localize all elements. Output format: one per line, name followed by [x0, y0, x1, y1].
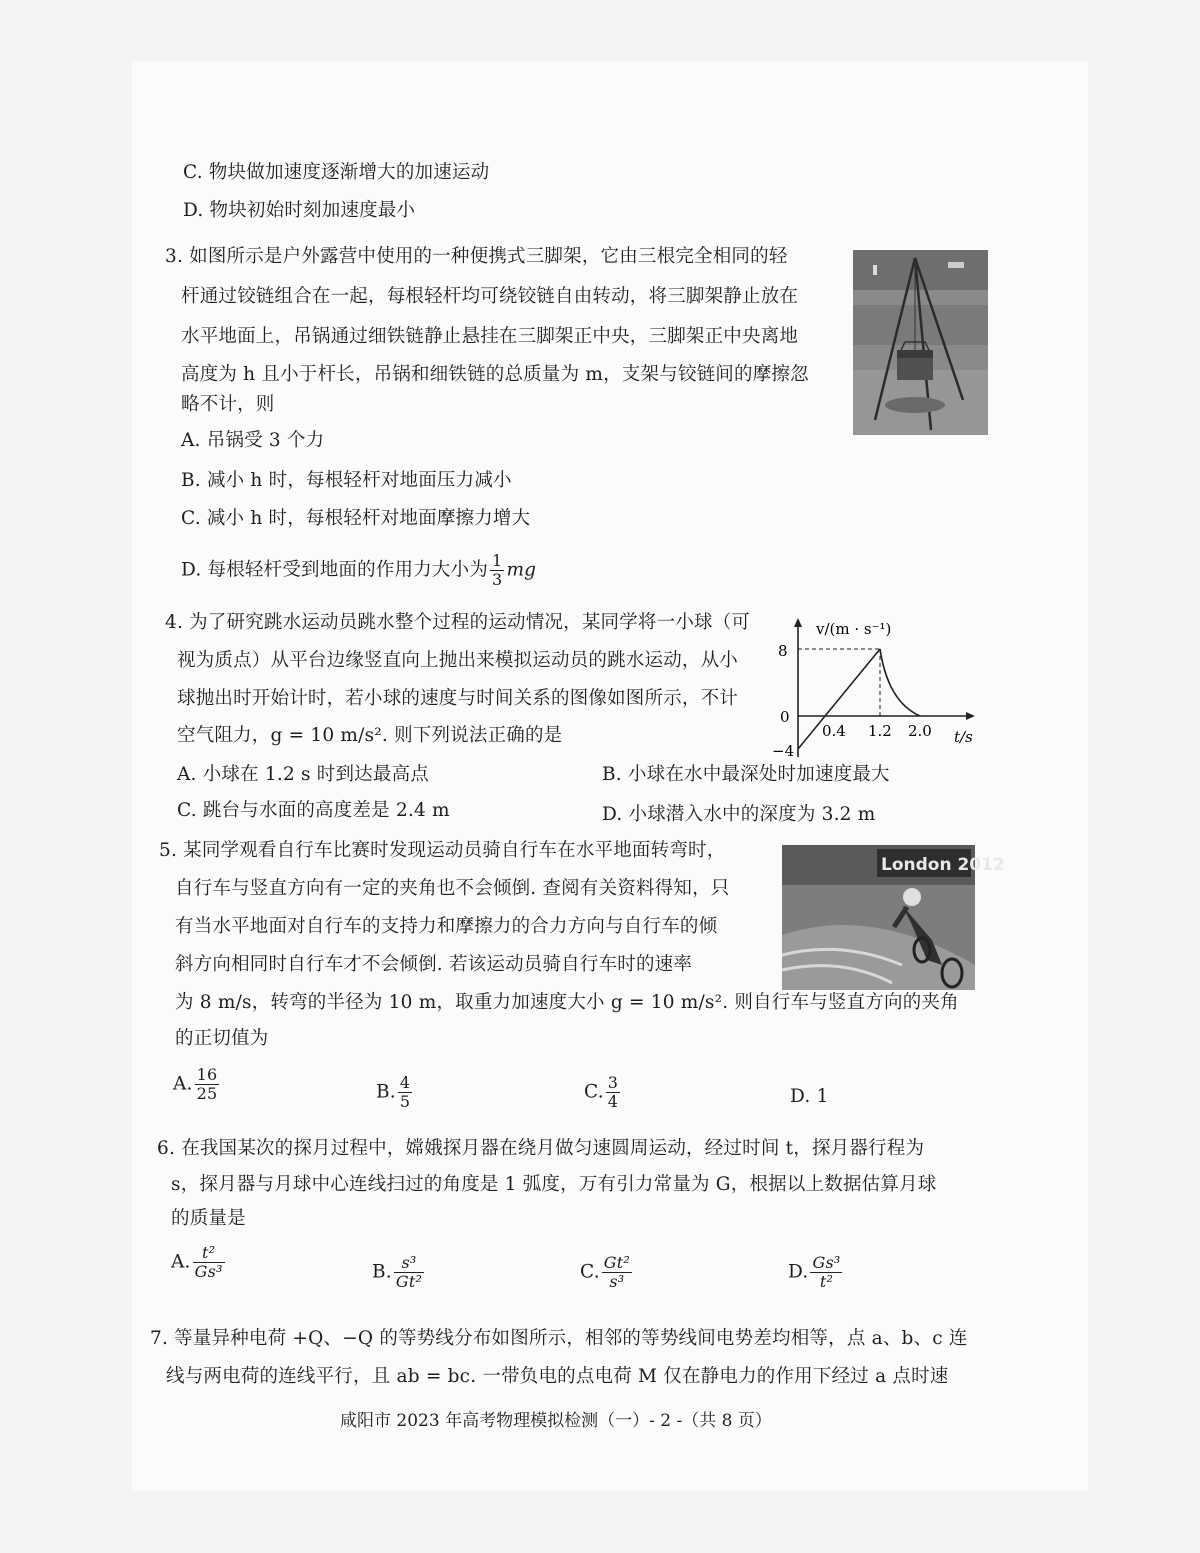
vt-xtick-1-2: 1.2	[868, 722, 892, 740]
q3-option-c: C. 减小 h 时，每根轻杆对地面摩擦力增大	[181, 508, 531, 529]
q3-option-d-prefix: D. 每根轻杆受到地面的作用力大小为	[181, 559, 489, 581]
q5-d-value: 1	[816, 1086, 829, 1107]
q6-line-2: s，探月器与月球中心连线扫过的角度是 1 弧度，万有引力常量为 G，根据以上数据估算月球	[171, 1174, 937, 1195]
vt-xtick-2-0: 2.0	[908, 722, 932, 740]
q3-option-d	[181, 552, 536, 589]
q5-b-num: 4	[399, 1073, 411, 1092]
q6-d-fraction	[810, 1254, 842, 1291]
q5-c-fraction	[606, 1074, 620, 1111]
q4-line-4: 空气阻力，g = 10 m/s². 则下列说法正确的是	[177, 725, 563, 746]
q7-line-2: 线与两电荷的连线平行，且 ab = bc. 一带负电的点电荷 M 仅在静电力的作用下经过 a 点时速	[166, 1366, 949, 1387]
q5-a-den: 25	[196, 1084, 218, 1103]
q4-line-2: 视为质点）从平台边缘竖直向上抛出来模拟运动员的跳水运动，从小	[177, 650, 739, 671]
q4-option-a: A. 小球在 1.2 s 时到达最高点	[177, 764, 429, 785]
q5-b-fraction	[398, 1074, 412, 1111]
q5-line-2: 自行车与竖直方向有一定的夹角也不会倾倒. 查阅有关资料得知，只	[175, 878, 730, 899]
q3-line-1: 3. 如图所示是户外露营中使用的一种便携式三脚架，它由三根完全相同的轻	[165, 246, 788, 267]
q6-c-fraction	[602, 1254, 632, 1291]
q6-option-a	[171, 1244, 227, 1281]
tripod-photo	[853, 250, 988, 435]
q5-option-c	[584, 1074, 622, 1111]
q4-option-d: D. 小球潜入水中的深度为 3.2 m	[602, 804, 876, 825]
q2-option-d: D. 物块初始时刻加速度最小	[183, 200, 416, 221]
q3-option-a: A. 吊锅受 3 个力	[181, 430, 325, 451]
q5-d-label: D.	[790, 1086, 811, 1107]
q5-a-label: A.	[173, 1073, 193, 1095]
q5-c-den: 4	[607, 1092, 619, 1111]
vt-ytick-neg4: −4	[772, 742, 795, 760]
q5-line-6: 的正切值为	[175, 1028, 269, 1049]
q5-b-label: B.	[376, 1081, 396, 1103]
photo-banner-text: London 2012	[881, 855, 1005, 875]
q6-option-b	[372, 1254, 426, 1291]
q5-line-4: 斜方向相同时自行车才不会倾倒. 若该运动员骑自行车时的速率	[175, 954, 693, 975]
q6-b-fraction	[394, 1254, 424, 1291]
q4-line-3: 球抛出时开始计时，若小球的速度与时间关系的图像如图所示，不计	[177, 688, 739, 709]
q6-c-num: Gt²	[603, 1253, 631, 1272]
q6-line-1: 6. 在我国某次的探月过程中，嫦娥探月器在绕月做匀速圆周运动，经过时间 t，探月器行程为	[157, 1138, 925, 1159]
cyclist-photo	[782, 845, 1005, 990]
page-footer: 咸阳市 2023 年高考物理模拟检测（一）- 2 -（共 8 页）	[340, 1411, 772, 1431]
q3-d-numerator: 1	[492, 551, 503, 570]
vt-graph	[770, 612, 980, 762]
q6-d-den: t²	[819, 1272, 834, 1291]
q6-a-num: t²	[193, 1244, 225, 1263]
q6-b-den: Gt²	[395, 1272, 423, 1291]
q6-c-label: C.	[580, 1261, 600, 1283]
q4-option-b: B. 小球在水中最深处时加速度最大	[602, 764, 890, 785]
q3-line-5: 略不计，则	[181, 394, 275, 415]
q5-c-label: C.	[584, 1081, 604, 1103]
q6-b-num: s³	[394, 1254, 424, 1273]
q5-a-num: 16	[196, 1065, 218, 1084]
q5-option-a	[173, 1066, 221, 1103]
vt-ytick-8: 8	[778, 642, 788, 660]
vt-x-arrow	[966, 712, 975, 720]
q3-option-d-fraction	[490, 552, 504, 589]
q2-option-c: C. 物块做加速度逐渐增大的加速运动	[183, 162, 490, 183]
q5-a-fraction	[195, 1066, 220, 1103]
vt-ylabel: v/(m · s⁻¹)	[816, 620, 892, 638]
q6-option-c	[580, 1254, 634, 1291]
q6-a-label: A.	[171, 1251, 191, 1273]
q6-option-d	[788, 1254, 844, 1291]
vt-xtick-0-4: 0.4	[822, 722, 846, 740]
q5-option-b	[376, 1074, 414, 1111]
q6-line-3: 的质量是	[171, 1208, 246, 1229]
q3-line-2: 杆通过铰链组合在一起，每根轻杆均可绕铰链自由转动，将三脚架静止放在	[181, 286, 799, 307]
q3-line-4: 高度为 h 且小于杆长，吊锅和细铁链的总质量为 m，支架与铰链间的摩擦忽	[181, 364, 809, 385]
q5-line-3: 有当水平地面对自行车的支持力和摩擦力的合力方向与自行车的倾	[175, 916, 718, 937]
q5-b-den: 5	[399, 1092, 411, 1111]
vt-ytick-0: 0	[780, 708, 790, 726]
q3-option-b: B. 减小 h 时，每根轻杆对地面压力减小	[181, 470, 512, 491]
q6-d-num: Gs³	[812, 1253, 841, 1272]
q6-a-den: Gs³	[194, 1262, 223, 1281]
q6-c-den: s³	[609, 1272, 625, 1291]
q6-b-label: B.	[372, 1261, 392, 1283]
vt-water-curve	[880, 649, 920, 716]
vt-xlabel: t/s	[954, 728, 973, 746]
q5-line-1: 5. 某同学观看自行车比赛时发现运动员骑自行车在水平地面转弯时，	[159, 840, 726, 861]
q3-option-d-suffix: mg	[506, 559, 537, 581]
q3-line-3: 水平地面上，吊锅通过细铁链静止悬挂在三脚架正中央，三脚架正中央离地	[181, 326, 799, 347]
q6-a-fraction	[193, 1244, 225, 1281]
q5-option-d	[790, 1084, 829, 1110]
q5-c-num: 3	[607, 1073, 619, 1092]
q4-option-c: C. 跳台与水面的高度差是 2.4 m	[177, 800, 450, 821]
q7-line-1: 7. 等量异种电荷 +Q、−Q 的等势线分布如图所示，相邻的等势线间电势差均相等，点 a、b、c 连	[150, 1328, 968, 1349]
q3-d-denominator: 3	[492, 570, 503, 589]
q5-line-5: 为 8 m/s，转弯的半径为 10 m，取重力加速度大小 g = 10 m/s². 则自行车与竖直方向的夹角	[175, 992, 959, 1013]
vt-y-arrow	[794, 618, 802, 627]
q6-d-label: D.	[788, 1261, 809, 1283]
q4-line-1: 4. 为了研究跳水运动员跳水整个过程的运动情况，某同学将一小球（可	[165, 612, 751, 633]
